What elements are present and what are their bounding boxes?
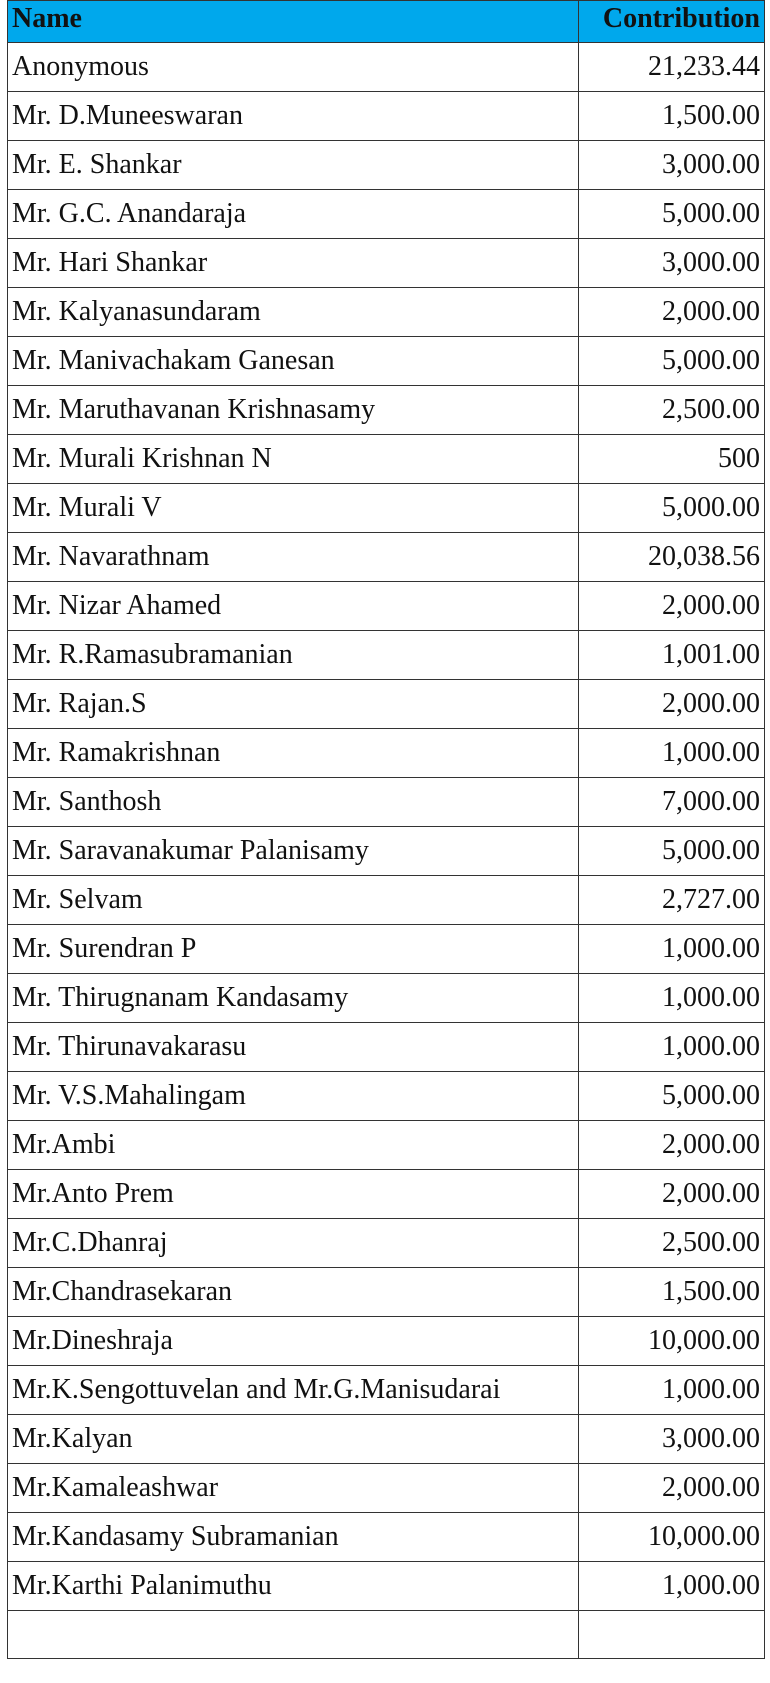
cell-name: Mr. Rajan.S [8,680,579,729]
cell-name: Anonymous [8,43,579,92]
table-row [8,1170,765,1219]
column-header-name: Name [8,1,579,43]
cell-name: Mr. Thirugnanam Kandasamy [8,974,579,1023]
cell-name: Mr. Murali V [8,484,579,533]
cell-contribution: 3,000.00 [579,141,765,190]
cell-contribution: 1,000.00 [579,974,765,1023]
table-row [8,974,765,1023]
cell-contribution: 2,000.00 [579,1464,765,1513]
cell-contribution: 1,000.00 [579,1366,765,1415]
cell-name: Mr. Maruthavanan Krishnasamy [8,386,579,435]
cell-name: Mr.Chandrasekaran [8,1268,579,1317]
cell-contribution: 10,000.00 [579,1317,765,1366]
table-row [8,778,765,827]
table-row [8,43,765,92]
cell-contribution: 1,000.00 [579,729,765,778]
cell-contribution: 1,000.00 [579,1023,765,1072]
cell-name: Mr.Kalyan [8,1415,579,1464]
table-row [8,337,765,386]
cell-contribution: 7,000.00 [579,778,765,827]
table-row [8,1562,765,1611]
table-row [8,1317,765,1366]
cell-contribution: 2,000.00 [579,1170,765,1219]
cell-name: Mr. Thirunavakarasu [8,1023,579,1072]
table-row [8,1268,765,1317]
table-row [8,1121,765,1170]
cell-name: Mr.Karthi Palanimuthu [8,1562,579,1611]
table-row [8,190,765,239]
table-row [8,1464,765,1513]
cell-name: Mr. Navarathnam [8,533,579,582]
cell-contribution: 5,000.00 [579,827,765,876]
table-row [8,1023,765,1072]
cell-contribution: 5,000.00 [579,1072,765,1121]
cell-name: Mr. R.Ramasubramanian [8,631,579,680]
table-row [8,435,765,484]
cell-name: Mr. Selvam [8,876,579,925]
table-row [8,92,765,141]
cell-contribution: 20,038.56 [579,533,765,582]
cell-contribution: 2,500.00 [579,1219,765,1268]
cell-name: Mr. Murali Krishnan N [8,435,579,484]
table-row [8,1513,765,1562]
cell-name: Mr. Surendran P [8,925,579,974]
cell-name: Mr. Manivachakam Ganesan [8,337,579,386]
cell-name: Mr. V.S.Mahalingam [8,1072,579,1121]
cell-contribution: 1,000.00 [579,1562,765,1611]
cell-name: Mr. G.C. Anandaraja [8,190,579,239]
table-row [8,925,765,974]
cell-contribution: 2,500.00 [579,386,765,435]
cell-contribution: 2,727.00 [579,876,765,925]
table-row [8,239,765,288]
table-row [8,827,765,876]
table-row [8,680,765,729]
cell-contribution [579,1611,765,1659]
cell-contribution: 5,000.00 [579,484,765,533]
table-row [8,729,765,778]
cell-contribution: 2,000.00 [579,582,765,631]
contributions-table [7,0,765,1659]
cell-contribution: 21,233.44 [579,43,765,92]
cell-name: Mr. Santhosh [8,778,579,827]
table-row [8,876,765,925]
table-row [8,288,765,337]
cell-contribution: 1,001.00 [579,631,765,680]
cell-name: Mr.Kandasamy Subramanian [8,1513,579,1562]
cell-name: Mr. Nizar Ahamed [8,582,579,631]
cell-contribution: 2,000.00 [579,1121,765,1170]
cell-contribution: 2,000.00 [579,288,765,337]
cell-name: Mr. D.Muneeswaran [8,92,579,141]
cell-contribution: 1,000.00 [579,925,765,974]
table-row [8,484,765,533]
cell-contribution: 5,000.00 [579,190,765,239]
cell-contribution: 1,500.00 [579,1268,765,1317]
cell-name: Mr.K.Sengottuvelan and Mr.G.Manisudarai [8,1366,579,1415]
table-row [8,1219,765,1268]
table-row [8,386,765,435]
contributions-table-container [7,0,764,1659]
cell-name: Mr. Hari Shankar [8,239,579,288]
cell-name: Mr.C.Dhanraj [8,1219,579,1268]
cell-contribution: 3,000.00 [579,239,765,288]
cell-contribution: 3,000.00 [579,1415,765,1464]
cell-name: Mr. E. Shankar [8,141,579,190]
cell-name: Mr.Anto Prem [8,1170,579,1219]
cell-contribution: 500 [579,435,765,484]
cell-contribution: 2,000.00 [579,680,765,729]
table-row [8,1611,765,1659]
cell-name: Mr.Dineshraja [8,1317,579,1366]
table-header [8,1,765,43]
cell-name [8,1611,579,1659]
table-body [8,43,765,1659]
table-row [8,1415,765,1464]
table-row [8,1366,765,1415]
column-header-contribution: Contribution [579,1,765,43]
cell-contribution: 1,500.00 [579,92,765,141]
cell-name: Mr. Kalyanasundaram [8,288,579,337]
table-row [8,533,765,582]
table-row [8,141,765,190]
cell-contribution: 5,000.00 [579,337,765,386]
table-row [8,1072,765,1121]
cell-name: Mr. Saravanakumar Palanisamy [8,827,579,876]
header-row [8,1,765,43]
cell-name: Mr.Ambi [8,1121,579,1170]
cell-name: Mr. Ramakrishnan [8,729,579,778]
table-row [8,631,765,680]
cell-contribution: 10,000.00 [579,1513,765,1562]
cell-name: Mr.Kamaleashwar [8,1464,579,1513]
table-row [8,582,765,631]
